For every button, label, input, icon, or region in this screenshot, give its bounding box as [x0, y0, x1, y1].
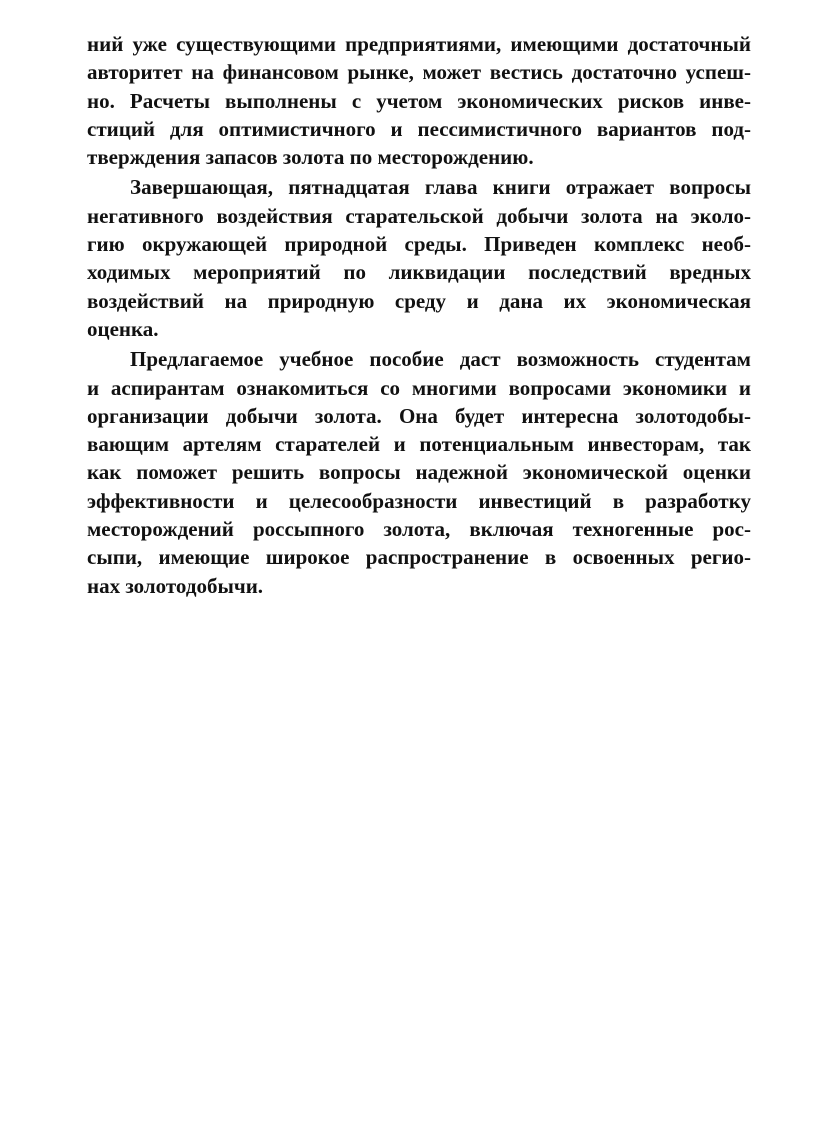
- text-line: Завершающая, пятнадцатая глава книги отражает вопросы: [130, 175, 751, 200]
- paragraph-1: [87, 30, 751, 171]
- text-line: сыпи, имеющие широкое распространение в освоенных регио-: [87, 545, 751, 570]
- text-line: тверждения запасов золота по месторождению.: [87, 145, 534, 170]
- text-line: как поможет решить вопросы надежной экономической оценки: [87, 460, 751, 485]
- text-line: ходимых мероприятий по ликвидации последствий вредных: [87, 260, 751, 285]
- text-line: и аспирантам ознакомиться со многими вопросами экономики и: [87, 375, 751, 400]
- text-line: организации добычи золота. Она будет интересна золотодобы-: [87, 403, 751, 428]
- text-line: месторождений россыпного золота, включая техногенные рос-: [87, 517, 751, 542]
- text-line: но. Расчеты выполнены с учетом экономических рисков инве-: [87, 88, 751, 113]
- text-line: вающим артелям старателей и потенциальным инвесторам, так: [87, 432, 751, 457]
- text-line: стиций для оптимистичного и пессимистичного вариантов под-: [87, 116, 751, 141]
- text-line: ний уже существующими предприятиями, имеющими достаточный: [87, 32, 751, 56]
- text-line: нах золотодобычи.: [87, 573, 264, 598]
- document-page: [87, 30, 751, 602]
- paragraph-3: [87, 345, 751, 600]
- text-line: оценка.: [87, 316, 159, 341]
- text-line: авторитет на финансовом рынке, может вестись достаточно успеш-: [87, 60, 751, 85]
- text-line: гию окружающей природной среды. Приведен комплекс необ-: [87, 232, 751, 257]
- text-line: эффективности и целесообразности инвестиций в разработку: [87, 488, 751, 513]
- text-line: воздействий на природную среду и дана их экономическая: [87, 288, 751, 313]
- text-line: Предлагаемое учебное пособие даст возможность студентам: [130, 347, 751, 372]
- paragraph-2: [87, 173, 751, 343]
- text-line: негативного воздействия старательской добычи золота на эколо-: [87, 203, 751, 228]
